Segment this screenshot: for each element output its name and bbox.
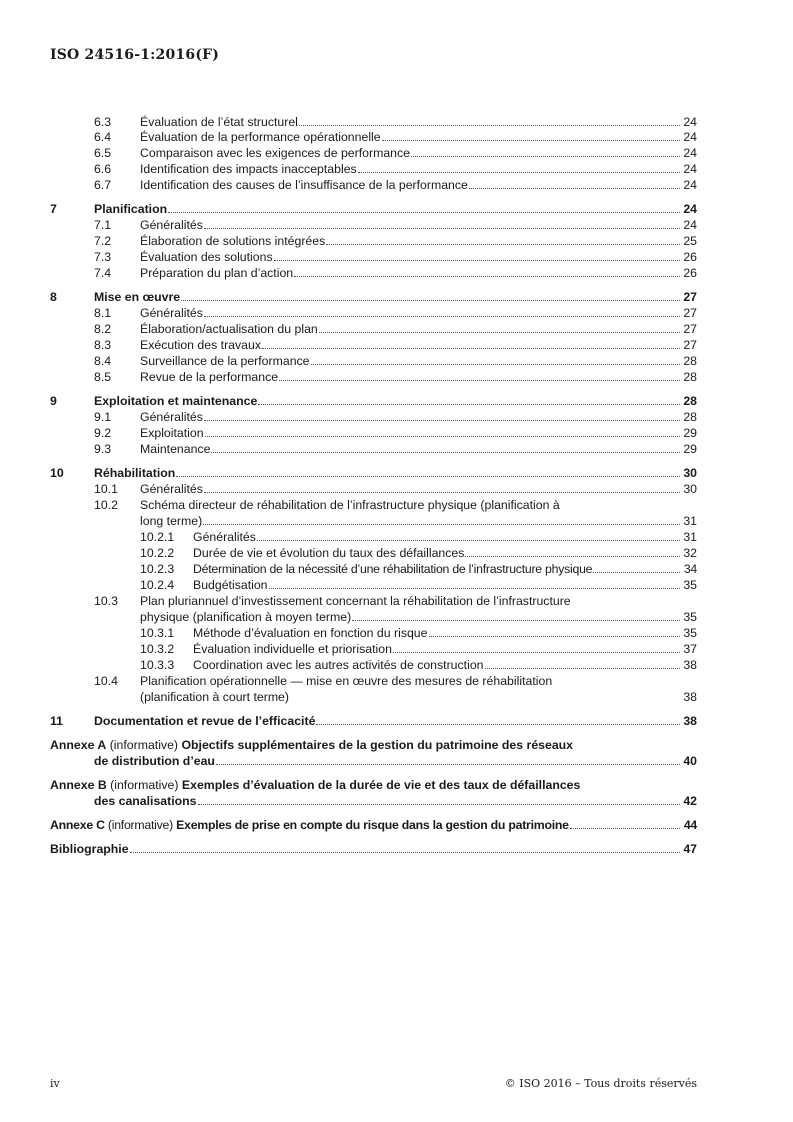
- annex-label: Annexe B: [50, 778, 107, 792]
- toc-entry-6-6[interactable]: [0, 161, 793, 177]
- toc-number: 9: [50, 394, 57, 408]
- toc-entry-9-3[interactable]: [0, 441, 793, 457]
- annex-type: (informative): [107, 818, 173, 832]
- toc-title: Surveillance de la performance: [140, 354, 310, 368]
- toc-title: Coordination avec les autres activités de construction: [193, 658, 484, 672]
- toc-title-line1: [50, 777, 580, 793]
- toc-page: 25: [683, 234, 697, 248]
- toc-number: 10.2.1: [140, 530, 175, 544]
- toc-entry-6-5[interactable]: [0, 145, 793, 161]
- annex-title: Exemples de prise en compte du risque dans la gestion du patrimoine: [176, 818, 569, 832]
- toc-entry-10-2-cont[interactable]: [0, 513, 793, 529]
- toc-title-line2: (planification à court terme): [140, 690, 289, 704]
- toc-title: Mise en œuvre: [94, 290, 181, 304]
- toc-number: 7.4: [94, 266, 112, 280]
- toc-entry-11[interactable]: [0, 713, 793, 729]
- toc-title: Généralités: [193, 530, 256, 544]
- toc-title: Évaluation individuelle et priorisation: [193, 642, 392, 656]
- toc-title-line1: Plan pluriannuel d’investissement concernant la réhabilitation de l’infrastructure: [140, 594, 571, 608]
- toc-number: 8.3: [94, 338, 112, 352]
- toc-title: Identification des impacts inacceptables: [140, 162, 357, 176]
- toc-page: 34: [683, 562, 697, 576]
- toc-entry-bibliography[interactable]: [0, 841, 793, 857]
- annex-type: (informative): [109, 738, 179, 752]
- toc-page: 24: [683, 218, 697, 232]
- toc-number: 11: [50, 714, 63, 728]
- toc-title: Réhabilitation: [94, 466, 176, 480]
- toc-entry-8-1[interactable]: [0, 305, 793, 321]
- toc-title: Généralités: [140, 482, 203, 496]
- toc-page: 42: [683, 794, 697, 808]
- toc-entry-annex-a[interactable]: [0, 737, 793, 753]
- toc-page: 24: [683, 162, 697, 176]
- toc-entry-6-4[interactable]: [0, 129, 793, 145]
- toc-entry-8-4[interactable]: [0, 353, 793, 369]
- annex-title: Exemples d’évaluation de la durée de vie et des taux de défaillances: [181, 778, 581, 792]
- toc-title: Bibliographie: [50, 842, 129, 856]
- toc-entry-annex-b[interactable]: [0, 777, 793, 793]
- toc-entry-7[interactable]: [0, 201, 793, 217]
- toc-page: 38: [683, 714, 697, 728]
- toc-page: 40: [683, 754, 697, 768]
- toc-entry-7-2[interactable]: [0, 233, 793, 249]
- toc-number: 6.7: [94, 178, 112, 192]
- toc-entry-10-2-1[interactable]: [0, 529, 793, 545]
- toc-title-line2: des canalisations: [94, 794, 197, 808]
- toc-number: 6.3: [94, 115, 112, 129]
- toc-title: Documentation et revue de l’efficacité: [94, 714, 316, 728]
- toc-title: Exécution des travaux: [140, 338, 261, 352]
- toc-number: 10.1: [94, 482, 118, 496]
- annex-title: Objectifs supplémentaires de la gestion du patrimoine des réseaux: [181, 738, 574, 752]
- toc-number: 6.4: [94, 130, 112, 144]
- toc-title: Budgétisation: [193, 578, 268, 592]
- copyright-notice: © ISO 2016 – Tous droits réservés: [504, 1077, 697, 1090]
- toc-title: Durée de vie et évolution du taux des défaillances: [193, 546, 465, 560]
- toc-page: 37: [683, 642, 697, 656]
- toc-title: Évaluation de l’état structurel: [140, 115, 298, 129]
- toc-page: 26: [683, 266, 697, 280]
- toc-number: 10: [50, 466, 64, 480]
- toc-number: 10.2: [94, 498, 118, 512]
- toc-number: 8.5: [94, 370, 112, 384]
- annex-label: Annexe A: [50, 738, 107, 752]
- toc-page: 27: [683, 322, 697, 336]
- toc-page: 28: [683, 410, 697, 424]
- toc-page: 28: [683, 354, 697, 368]
- toc-entry-10-2[interactable]: [0, 497, 793, 513]
- document-id: ISO 24516-1:2016(F): [50, 47, 220, 63]
- toc-page: 29: [683, 442, 697, 456]
- toc-page: 24: [683, 202, 697, 216]
- toc-entry-6-3[interactable]: [0, 114, 793, 130]
- toc-entry-10-2-3[interactable]: [0, 561, 793, 577]
- toc-page: 35: [683, 578, 697, 592]
- toc-page: 38: [683, 658, 697, 672]
- toc-title: Exploitation et maintenance: [94, 394, 258, 408]
- toc-title: Planification: [94, 202, 168, 216]
- toc-title: Évaluation des solutions: [140, 250, 273, 264]
- toc-page: 35: [683, 610, 697, 624]
- toc-number: 7.1: [94, 218, 112, 232]
- toc-title: [50, 817, 569, 833]
- toc-number: 10.2.2: [140, 546, 175, 560]
- toc-number: 8.1: [94, 306, 112, 320]
- toc-title-line1: Planification opérationnelle — mise en œuvre des mesures de réhabilitation: [140, 674, 553, 688]
- annex-type: (informative): [110, 778, 179, 792]
- toc-page: 38: [683, 690, 697, 704]
- toc-title-line2: long terme): [140, 514, 203, 528]
- toc-title-line2: de distribution d’eau: [94, 754, 215, 768]
- toc-number: 6.6: [94, 162, 112, 176]
- toc-entry-10-3-3[interactable]: [0, 657, 793, 673]
- toc-entry-9-1[interactable]: [0, 409, 793, 425]
- toc-entry-9-2[interactable]: [0, 425, 793, 441]
- toc-title: Détermination de la nécessité d’une réhabilitation de l’infrastructure physique: [193, 562, 593, 576]
- toc-entry-annex-b-cont[interactable]: [0, 793, 793, 809]
- toc-page: 29: [683, 426, 697, 440]
- toc-number: 10.2.3: [140, 562, 175, 576]
- toc-number: 9.3: [94, 442, 112, 456]
- toc-page: 35: [683, 626, 697, 640]
- toc-title: Généralités: [140, 218, 203, 232]
- page-number: iv: [50, 1077, 60, 1090]
- toc-entry-9[interactable]: [0, 393, 793, 409]
- toc-entry-7-3[interactable]: [0, 249, 793, 265]
- toc-entry-6-7[interactable]: [0, 177, 793, 193]
- toc-title-line2: physique (planification à moyen terme): [140, 610, 352, 624]
- toc-entry-annex-a-cont[interactable]: [0, 753, 793, 769]
- toc-title: Comparaison avec les exigences de performance: [140, 146, 410, 160]
- toc-number: 10.3.2: [140, 642, 175, 656]
- toc-title: Généralités: [140, 306, 203, 320]
- toc-title: Préparation du plan d’action: [140, 266, 294, 280]
- toc-title: Élaboration de solutions intégrées: [140, 234, 326, 248]
- toc-number: 10.3: [94, 594, 118, 608]
- toc-page: 28: [683, 370, 697, 384]
- toc-entry-10-2-4[interactable]: [0, 577, 793, 593]
- toc-number: 8: [50, 290, 57, 304]
- toc-entry-8-2[interactable]: [0, 321, 793, 337]
- toc-title-line1: Schéma directeur de réhabilitation de l’infrastructure physique (planification à: [140, 498, 560, 512]
- toc-number: 8.4: [94, 354, 112, 368]
- toc-entry-8-3[interactable]: [0, 337, 793, 353]
- toc-number: 9.2: [94, 426, 112, 440]
- toc-title: Élaboration/actualisation du plan: [140, 322, 318, 336]
- toc-number: 6.5: [94, 146, 112, 160]
- toc-number: 7.3: [94, 250, 112, 264]
- toc-entry-10-3[interactable]: [0, 593, 793, 609]
- toc-page: 27: [683, 338, 697, 352]
- toc-title-line1: [50, 737, 573, 753]
- toc-entry-8[interactable]: [0, 289, 793, 305]
- toc-entry-10-3-cont[interactable]: [0, 609, 793, 625]
- toc-page: 27: [683, 290, 697, 304]
- toc-entry-10-3-1[interactable]: [0, 625, 793, 641]
- toc-page: 27: [683, 306, 697, 320]
- toc-entry-8-5[interactable]: [0, 369, 793, 385]
- toc-entry-annex-c[interactable]: [0, 817, 793, 833]
- toc-title: Exploitation: [140, 426, 204, 440]
- toc-entry-7-1[interactable]: [0, 217, 793, 233]
- toc-page: 24: [683, 115, 697, 129]
- toc-page: 47: [683, 842, 697, 856]
- toc-page: 30: [683, 482, 697, 496]
- annex-label: Annexe C: [50, 818, 105, 832]
- toc-page: 44: [683, 818, 697, 832]
- toc-number: 10.4: [94, 674, 118, 688]
- toc-entry-10-4[interactable]: [0, 673, 793, 689]
- toc-page: 24: [683, 130, 697, 144]
- toc-entry-7-4[interactable]: [0, 265, 793, 281]
- toc-title: Identification des causes de l’insuffisance de la performance: [140, 178, 468, 192]
- toc-page: 24: [683, 146, 697, 160]
- toc-number: 7: [50, 202, 57, 216]
- toc-page: 30: [683, 466, 697, 480]
- toc-entry-10-4-cont[interactable]: [0, 689, 793, 705]
- toc-entry-10-1[interactable]: [0, 481, 793, 497]
- toc-entry-10-3-2[interactable]: [0, 641, 793, 657]
- toc-number: 7.2: [94, 234, 112, 248]
- toc-page: 32: [683, 546, 697, 560]
- toc-page: 31: [683, 530, 697, 544]
- toc-title: Évaluation de la performance opérationnelle: [140, 130, 381, 144]
- toc-page: 28: [683, 394, 697, 408]
- toc-entry-10-2-2[interactable]: [0, 545, 793, 561]
- toc-number: 10.3.3: [140, 658, 175, 672]
- toc-entry-10[interactable]: [0, 465, 793, 481]
- toc-page: 31: [683, 514, 697, 528]
- toc-page: 26: [683, 250, 697, 264]
- toc-number: 9.1: [94, 410, 112, 424]
- toc-title: Revue de la performance: [140, 370, 279, 384]
- toc-number: 10.2.4: [140, 578, 175, 592]
- toc-title: Maintenance: [140, 442, 211, 456]
- toc-title: Généralités: [140, 410, 203, 424]
- toc-title: Méthode d’évaluation en fonction du risque: [193, 626, 428, 640]
- toc-number: 8.2: [94, 322, 112, 336]
- toc-page: 24: [683, 178, 697, 192]
- toc-number: 10.3.1: [140, 626, 175, 640]
